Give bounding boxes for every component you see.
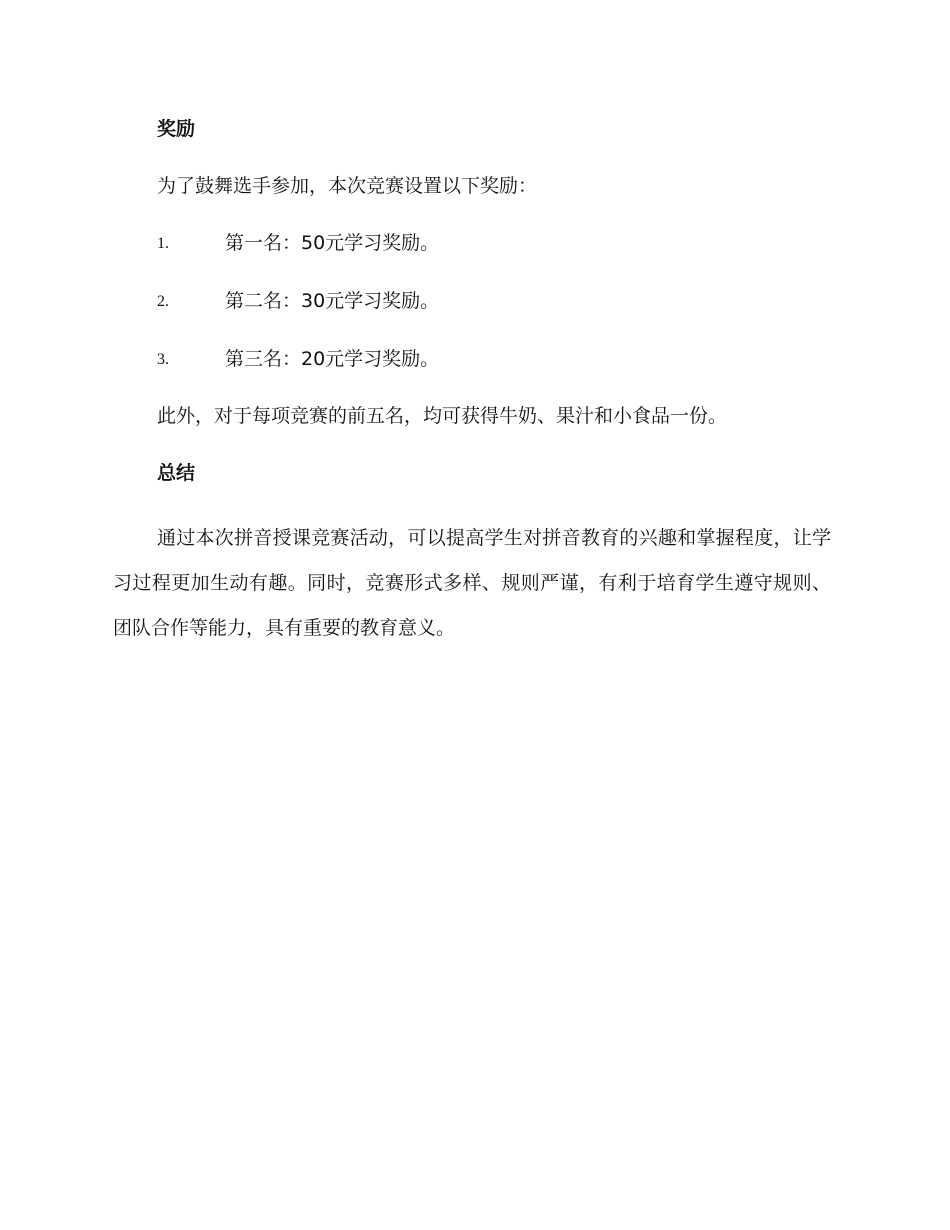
list-item [157,230,757,256]
list-number: 3. [157,351,169,368]
list-text: 第二名：30元学习奖励。 [225,290,440,312]
list-text: 第三名：20元学习奖励。 [225,348,440,370]
summary-heading: 总结 [157,462,196,484]
rewards-extra: 此外，对于每项竞赛的前五名，均可获得牛奶、果汁和小食品一份。 [157,405,728,427]
list-number: 2. [157,293,169,310]
list-text: 第一名：50元学习奖励。 [225,232,440,254]
rewards-heading: 奖励 [157,118,196,140]
list-number: 1. [157,235,169,252]
list-item [157,288,757,314]
list-item [157,346,757,372]
rewards-intro: 为了鼓舞选手参加，本次竞赛设置以下奖励： [157,175,538,197]
summary-paragraph: 通过本次拼音授课竞赛活动，可以提高学生对拼音教育的兴趣和掌握程度，让学习过程更加生动有趣。同时，竞赛形式多样、规则严谨，有利于培育学生遵守规则、团队合作等能力，具有重要的教育意义。 [113,527,831,639]
